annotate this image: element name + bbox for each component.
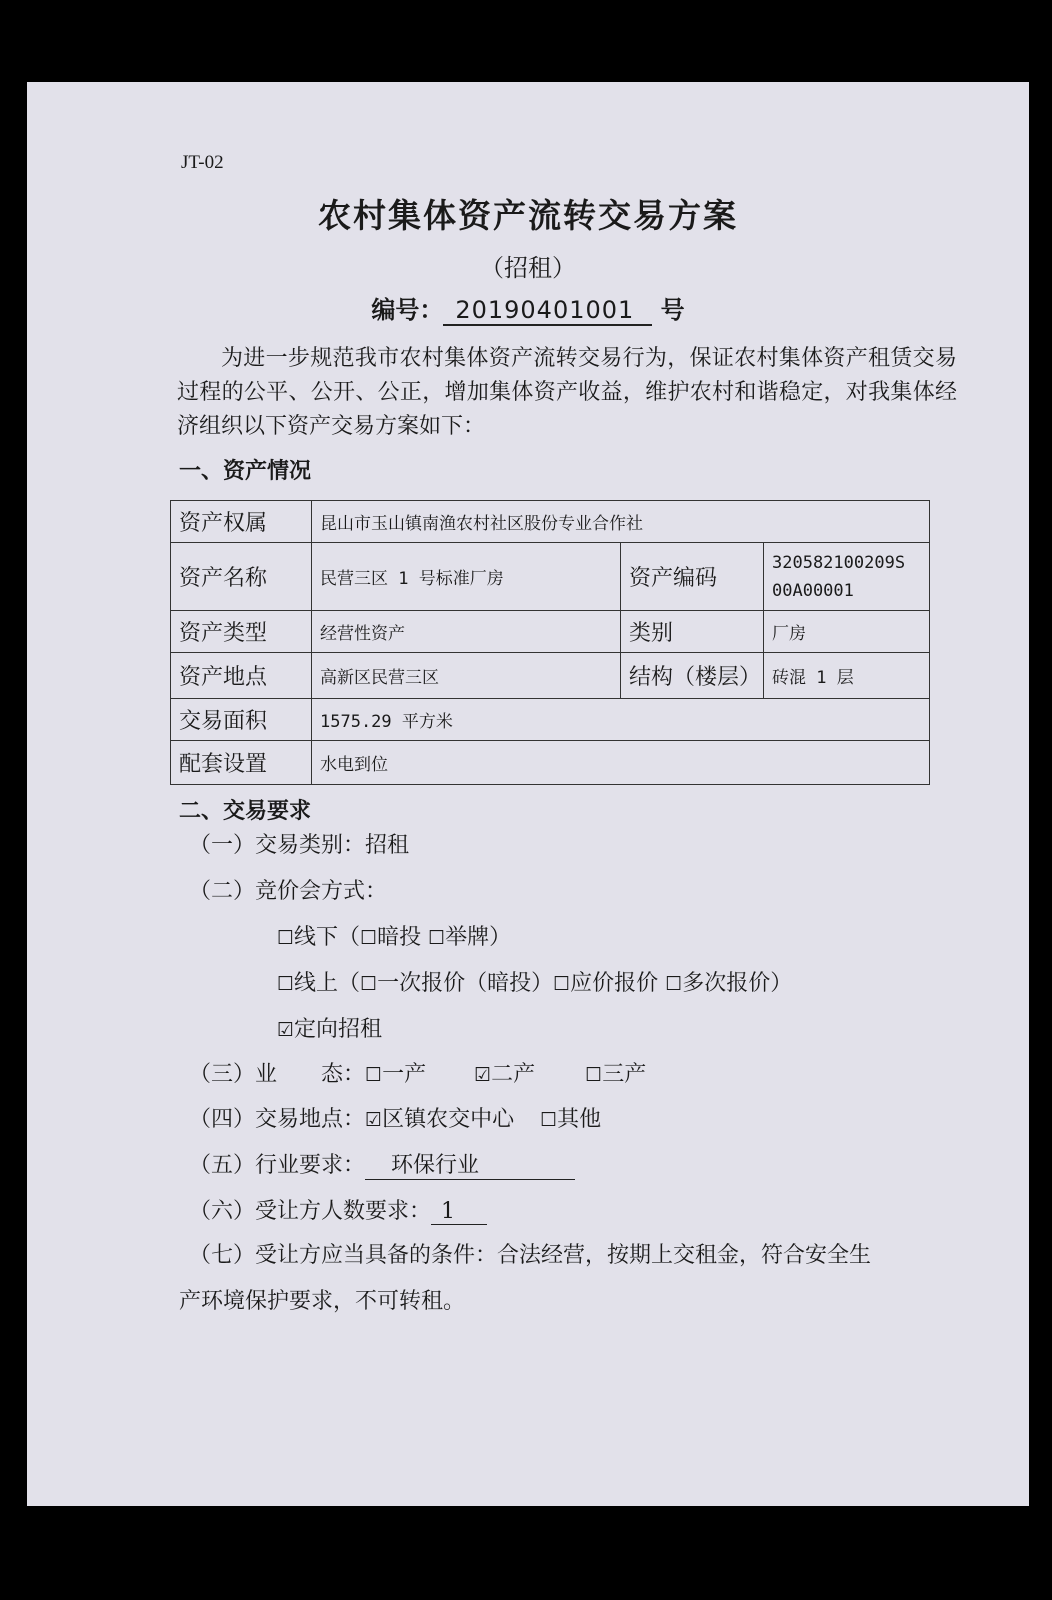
table-row bbox=[171, 611, 930, 653]
req-3 bbox=[189, 1057, 646, 1088]
structure-label: 结构（楼层） bbox=[621, 653, 764, 699]
number-suffix: 号 bbox=[660, 296, 685, 324]
facility-value: 水电到位 bbox=[312, 741, 930, 785]
offline-label: 线下（ bbox=[294, 925, 361, 950]
checkbox-offline-sealed[interactable]: ☐ bbox=[360, 927, 378, 949]
checkbox-online-response[interactable]: ☐ bbox=[553, 973, 571, 995]
category-label: 类别 bbox=[621, 611, 764, 653]
checkbox-other[interactable]: ☐ bbox=[540, 1109, 558, 1131]
section1-heading: 一、资产情况 bbox=[179, 459, 312, 484]
checkbox-online-multi[interactable]: ☐ bbox=[665, 973, 683, 995]
intro-paragraph: 为进一步规范我市农村集体资产流转交易行为，保证农村集体资产租赁交易过程的公平、公开、公正，增加集体资产收益，维护农村和谐稳定，对我集体经济组织以下资产交易方案如下： bbox=[177, 346, 957, 439]
table-row bbox=[171, 741, 930, 785]
table-row bbox=[171, 653, 930, 699]
online-multi-label: 多次报价） bbox=[682, 971, 793, 996]
number-label: 编号： bbox=[371, 296, 444, 324]
document-code: JT-02 bbox=[181, 152, 224, 173]
checkbox-secondary[interactable]: ☑ bbox=[474, 1064, 492, 1086]
owner-label: 资产权属 bbox=[171, 501, 312, 543]
checkbox-offline-paddle[interactable]: ☐ bbox=[428, 927, 446, 949]
name-label: 资产名称 bbox=[171, 543, 312, 611]
online-response-label: 应价报价 bbox=[570, 971, 659, 996]
req-2 bbox=[189, 874, 387, 905]
checkbox-online[interactable]: ☐ bbox=[277, 973, 295, 995]
industry-value: 环保行业 bbox=[365, 1148, 575, 1180]
number-value: 20190401001 bbox=[443, 296, 652, 326]
req-3-label: （三）业 bbox=[189, 1062, 278, 1087]
req-1-label: （一）交易类别： bbox=[189, 833, 366, 858]
req-2-label: （二）竞价会方式： bbox=[189, 879, 388, 904]
code-line2: 00A00001 bbox=[772, 580, 854, 601]
table-row bbox=[171, 543, 930, 611]
req-5 bbox=[189, 1148, 575, 1180]
req-1-value: 招租 bbox=[365, 833, 410, 858]
req-1 bbox=[189, 828, 409, 859]
offline-paddle-label: 举牌） bbox=[445, 925, 512, 950]
structure-value: 砖混 1 层 bbox=[764, 653, 930, 699]
offline-sealed-label: 暗投 bbox=[377, 925, 422, 950]
document-number bbox=[27, 290, 1029, 326]
checkbox-offline[interactable]: ☐ bbox=[277, 927, 295, 949]
table-row bbox=[171, 699, 930, 741]
req-6 bbox=[189, 1194, 487, 1225]
online-once-label: 一次报价（暗投） bbox=[377, 971, 554, 996]
req-6-label: （六）受让方人数要求： bbox=[189, 1199, 432, 1224]
req-3-label2: 态： bbox=[321, 1062, 366, 1087]
req-4-label: （四）交易地点： bbox=[189, 1107, 366, 1132]
type-value: 经营性资产 bbox=[312, 611, 621, 653]
owner-value: 昆山市玉山镇南渔农村社区股份专业合作社 bbox=[312, 501, 930, 543]
req-2-offline bbox=[277, 920, 511, 951]
asset-table bbox=[170, 500, 930, 785]
section2-heading: 二、交易要求 bbox=[179, 799, 312, 824]
req-4 bbox=[189, 1102, 601, 1133]
location-label: 资产地点 bbox=[171, 653, 312, 699]
code-line1: 320582100209S bbox=[772, 552, 906, 573]
center-label: 区镇农交中心 bbox=[382, 1107, 515, 1132]
category-value: 厂房 bbox=[764, 611, 930, 653]
primary-label: 一产 bbox=[382, 1062, 427, 1087]
req-2-directed bbox=[277, 1012, 382, 1043]
req-7-line1: （七）受让方应当具备的条件：合法经营，按期上交租金，符合安全生 bbox=[189, 1243, 872, 1268]
req-7-line2: 产环境保护要求，不可转租。 bbox=[179, 1289, 466, 1314]
facility-label: 配套设置 bbox=[171, 741, 312, 785]
area-value: 1575.29 平方米 bbox=[312, 699, 930, 741]
bidder-count-value: 1 bbox=[431, 1199, 487, 1225]
code-value bbox=[764, 543, 930, 611]
name-value: 民营三区 1 号标准厂房 bbox=[312, 543, 621, 611]
online-label: 线上（ bbox=[294, 971, 361, 996]
area-label: 交易面积 bbox=[171, 699, 312, 741]
checkbox-directed[interactable]: ☑ bbox=[277, 1019, 295, 1041]
code-label: 资产编码 bbox=[621, 543, 764, 611]
page-subtitle: （招租） bbox=[480, 254, 576, 282]
type-label: 资产类型 bbox=[171, 611, 312, 653]
secondary-label: 二产 bbox=[491, 1062, 536, 1087]
location-value: 高新区民营三区 bbox=[312, 653, 621, 699]
other-label: 其他 bbox=[557, 1107, 602, 1132]
document-page bbox=[27, 82, 1029, 1506]
checkbox-primary[interactable]: ☐ bbox=[365, 1064, 383, 1086]
checkbox-center[interactable]: ☑ bbox=[365, 1109, 383, 1131]
checkbox-tertiary[interactable]: ☐ bbox=[585, 1064, 603, 1086]
page-title: 农村集体资产流转交易方案 bbox=[318, 196, 738, 235]
checkbox-online-once[interactable]: ☐ bbox=[360, 973, 378, 995]
req-2-online bbox=[277, 966, 792, 997]
tertiary-label: 三产 bbox=[602, 1062, 647, 1087]
table-row bbox=[171, 501, 930, 543]
req-5-label: （五）行业要求： bbox=[189, 1153, 366, 1178]
directed-label: 定向招租 bbox=[294, 1017, 383, 1042]
